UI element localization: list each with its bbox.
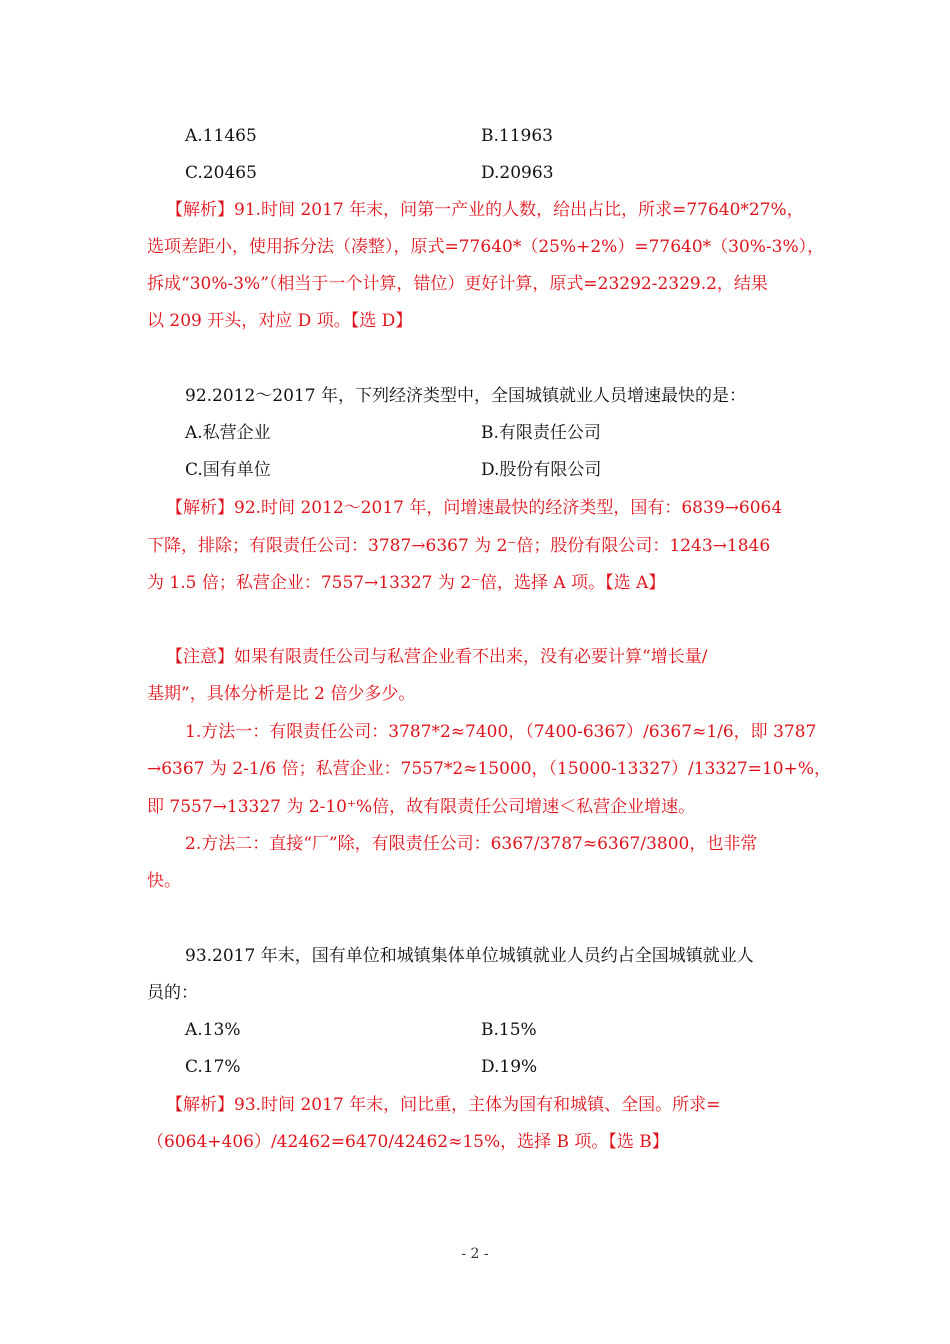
q93-question-line-1: 93.2017 年末，国有单位和城镇集体单位城镇就业人员约占全国城镇就业人: [185, 946, 754, 966]
q91-option-d: D.20963: [481, 163, 554, 183]
q91-analysis-line-4: 以 209 开头，对应 D 项。【选 D】: [147, 311, 413, 331]
q92-option-a: A.私营企业: [185, 423, 271, 443]
method1-line-2: →6367 为 2-1/6 倍；私营企业：7557*2≈15000，（15000-13327）/13327=10+%，: [147, 759, 832, 779]
q93-question-line-2: 员的：: [147, 983, 198, 1003]
q91-option-b: B.11963: [481, 126, 553, 146]
q93-option-c: C.17%: [185, 1057, 241, 1077]
method2-line-2: 快。: [147, 871, 181, 891]
q91-analysis-line-3: 拆成“30%-3%”（相当于一个计算，错位）更好计算，原式=23292-2329.2，结果: [147, 274, 768, 294]
q92-option-c: C.国有单位: [185, 460, 271, 480]
q93-option-a: A.13%: [185, 1020, 241, 1040]
q92-analysis-line-1: 【解析】92.时间 2012～2017 年，问增速最快的经济类型，国有：6839→6064: [166, 498, 783, 518]
q93-option-b: B.15%: [481, 1020, 537, 1040]
q92-option-d: D.股份有限公司: [481, 460, 602, 480]
q92-option-b: B.有限责任公司: [481, 423, 601, 443]
note-line-1: 【注意】如果有限责任公司与私营企业看不出来，没有必要计算“增长量/: [166, 647, 708, 667]
method1-line-3: 即 7557→13327 为 2-10⁺%倍，故有限责任公司增速＜私营企业增速。: [147, 797, 696, 817]
q92-analysis-line-3: 为 1.5 倍；私营企业：7557→13327 为 2⁻倍，选择 A 项。【选 A】: [147, 573, 666, 593]
method1-line-1: 1.方法一：有限责任公司：3787*2≈7400，（7400-6367）/6367≈1/6，即 3787: [185, 722, 817, 742]
q91-analysis-line-2: 选项差距小，使用拆分法（凑整），原式=77640*（25%+2%）=77640*（30%-3%），: [147, 237, 825, 257]
page-number: - 2 -: [461, 1246, 489, 1262]
q91-option-c: C.20465: [185, 163, 257, 183]
q91-option-a: A.11465: [185, 126, 257, 146]
q93-option-d: D.19%: [481, 1057, 538, 1077]
method2-line-1: 2.方法二：直接“厂”除，有限责任公司：6367/3787≈6367/3800，也非常: [185, 834, 758, 854]
q93-analysis-line-2: （6064+406）/42462=6470/42462≈15%，选择 B 项。【选 B】: [147, 1132, 669, 1152]
q93-analysis-line-1: 【解析】93.时间 2017 年末，问比重，主体为国有和城镇、全国。所求=: [166, 1095, 721, 1115]
q92-analysis-line-2: 下降，排除；有限责任公司：3787→6367 为 2⁻倍；股份有限公司：1243→1846: [147, 536, 771, 556]
q92-question: 92.2012～2017 年，下列经济类型中，全国城镇就业人员增速最快的是：: [185, 386, 746, 406]
note-line-2: 基期”，具体分析是比 2 倍少多少。: [147, 684, 416, 704]
q91-analysis-line-1: 【解析】91.时间 2017 年末，问第一产业的人数，给出占比，所求=77640*27%，: [166, 200, 804, 220]
